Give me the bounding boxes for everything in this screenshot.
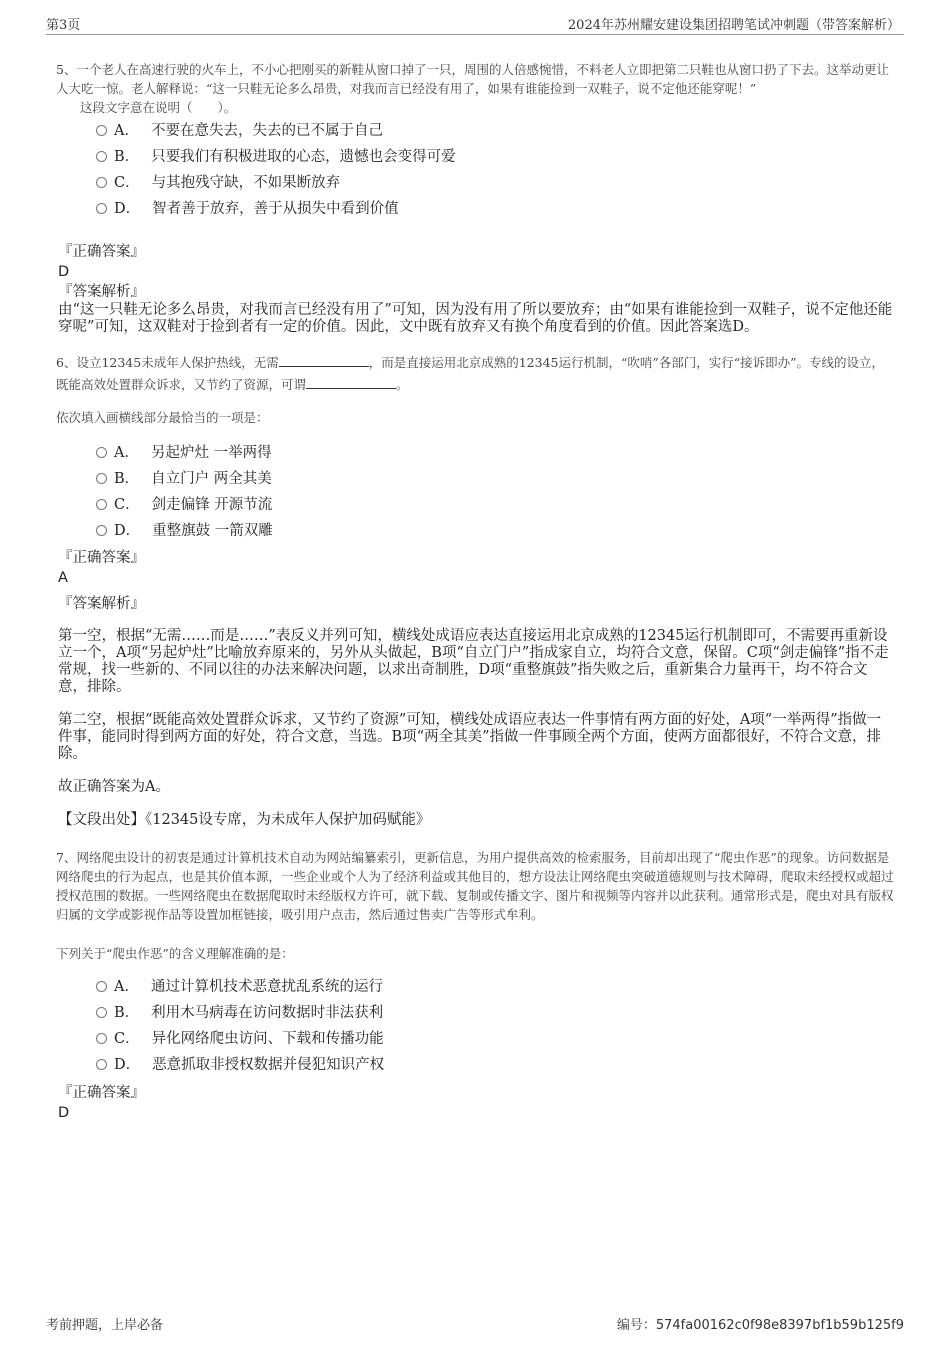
radio-icon[interactable] — [96, 177, 107, 188]
question-6-answer — [58, 548, 894, 829]
question-7-answer — [58, 1083, 894, 1123]
option-c[interactable]: C． 异化网络爬虫访问、下载和传播功能 — [96, 1026, 384, 1052]
answer-label: 『正确答案』 — [58, 1085, 145, 1101]
answer-blank — [279, 354, 369, 367]
question-6-options — [96, 440, 273, 544]
question-stem: 5、一个老人在高速行驶的火车上，不小心把刚买的新鞋从窗口掉了一只，周围的人倍感惋惜，不料老人立即把第二只鞋也从窗口扔了下去。这举动更让人大吃一惊。老人解释说：“这一只鞋无论多么昂贵，对我而言已经没有用了，如果有谁能捡到一双鞋子，说不定他还能穿呢！” — [56, 62, 889, 96]
option-a[interactable]: A． 不要在意失去，失去的已不属于自己 — [96, 118, 456, 144]
radio-icon[interactable] — [96, 125, 107, 136]
radio-icon[interactable] — [96, 1059, 107, 1070]
radio-icon[interactable] — [96, 447, 107, 458]
option-d[interactable]: D． 智者善于放弃，善于从损失中看到价值 — [96, 196, 456, 222]
answer-value: A — [58, 570, 68, 586]
answer-value: D — [58, 264, 70, 280]
answer-value: D — [58, 1105, 70, 1121]
option-d[interactable]: D． 重整旗鼓 一箭双雕 — [96, 518, 273, 544]
question-7 — [56, 848, 896, 924]
footer-slogan: 考前押题，上岸必备 — [46, 1318, 164, 1333]
analysis-label: 『答案解析』 — [58, 284, 145, 300]
analysis-paragraph: 第一空，根据“无需……而是……”表反义并列可知，横线处成语应表达直接运用北京成熟的12345运行机制即可，不需要再重新设立一个，A项“另起炉灶”比喻放弃原来的，另外从头做起，B项“自立门户”指成家自立，均符合文意，保留。C项“剑走偏锋”指不走常规，找一些新的、不同以往的办法来解决问题，以求出奇制胜，D项“重整旗鼓”指失败之后，重新集合力量再干，均不符合文意，排除。 — [58, 628, 889, 695]
question-7-options — [96, 974, 384, 1078]
document-code: 编号：574fa00162c0f98e8397bf1b59b125f9 — [616, 1318, 904, 1333]
radio-icon[interactable] — [96, 499, 107, 510]
radio-icon[interactable] — [96, 203, 107, 214]
option-b[interactable]: B． 自立门户 两全其美 — [96, 466, 273, 492]
radio-icon[interactable] — [96, 1033, 107, 1044]
radio-icon[interactable] — [96, 981, 107, 992]
radio-icon[interactable] — [96, 1007, 107, 1018]
question-stem: 7、网络爬虫设计的初衷是通过计算机技术自动为网站编纂索引，更新信息，为用户提供高效的检索服务，目前却出现了“爬虫作恶”的现象。访问数据是网络爬虫的行为起点，也是其价值本源，一些企业或个人为了经济利益或其他目的，想方设法让网络爬虫突破道德规则与技术障碍，爬取未经授权或超过授权范围的数据。一些网络爬虫在数据爬取时未经版权方许可，就下载、复制或传播文字、图片和视频等内容并以此获利。通常形式是，爬虫对具有版权归属的文学或影视作品等设置加框链接，吸引用户点击，然后通过售卖广告等形式牟利。 — [56, 850, 894, 922]
option-b[interactable]: B． 利用木马病毒在访问数据时非法获利 — [96, 1000, 384, 1026]
analysis-label: 『答案解析』 — [58, 596, 145, 612]
radio-icon[interactable] — [96, 151, 107, 162]
question-6 — [56, 352, 896, 396]
page-number: 第3页 — [46, 18, 81, 33]
radio-icon[interactable] — [96, 525, 107, 536]
analysis-paragraph: 第二空，根据“既能高效处置群众诉求，又节约了资源”可知，横线处成语应表达一件事情有两方面的好处，A项“一举两得”指做一件事，能同时得到两方面的好处，符合文意，当选。B项“两全其美”指做一件事顾全两个方面，使两方面都很好，不符合文意，排除。 — [58, 712, 882, 762]
question-stem: 6、设立12345未成年人保护热线，无需 ，而是直接运用北京成熟的12345运行机制，“吹哨”各部门，实行“接诉即办”。专线的设立，既能高效处置群众诉求，又节约了资源，可谓 。 — [56, 355, 885, 392]
radio-icon[interactable] — [96, 473, 107, 484]
question-5 — [56, 60, 896, 117]
question-5-answer — [58, 242, 894, 336]
option-c[interactable]: C． 剑走偏锋 开源节流 — [96, 492, 273, 518]
option-a[interactable]: A． 另起炉灶 一举两得 — [96, 440, 273, 466]
option-b[interactable]: B． 只要我们有积极进取的心态，遗憾也会变得可爱 — [96, 144, 456, 170]
analysis-text: 由“这一只鞋无论多么昂贵，对我而言已经没有用了”可知，因为没有用了所以要放弃；由“如果有谁能捡到一双鞋子，说不定他还能穿呢”可知，这双鞋对于捡到者有一定的价值。因此，文中既有放弃又有换个角度看到的价值。因此答案选D。 — [58, 302, 893, 335]
answer-label: 『正确答案』 — [58, 550, 145, 566]
option-c[interactable]: C． 与其抱残守缺，不如果断放弃 — [96, 170, 456, 196]
question-prompt: 这段文字意在说明（ ）。 — [80, 100, 237, 115]
question-5-options — [96, 118, 456, 222]
option-d[interactable]: D． 恶意抓取非授权数据并侵犯知识产权 — [96, 1052, 384, 1078]
analysis-conclusion: 故正确答案为A。 — [58, 779, 170, 795]
question-6-prompt: 依次填入画横线部分最恰当的一项是： — [56, 410, 269, 425]
document-title: 2024年苏州耀安建设集团招聘笔试冲刺题（带答案解析） — [567, 18, 900, 33]
answer-blank — [306, 376, 396, 389]
page-header — [46, 14, 904, 35]
option-a[interactable]: A． 通过计算机技术恶意扰乱系统的运行 — [96, 974, 384, 1000]
source-citation: 【文段出处】《12345设专席，为未成年人保护加码赋能》 — [58, 812, 431, 828]
question-7-prompt: 下列关于“爬虫作恶”的含义理解准确的是： — [56, 946, 294, 961]
answer-label: 『正确答案』 — [58, 244, 145, 260]
